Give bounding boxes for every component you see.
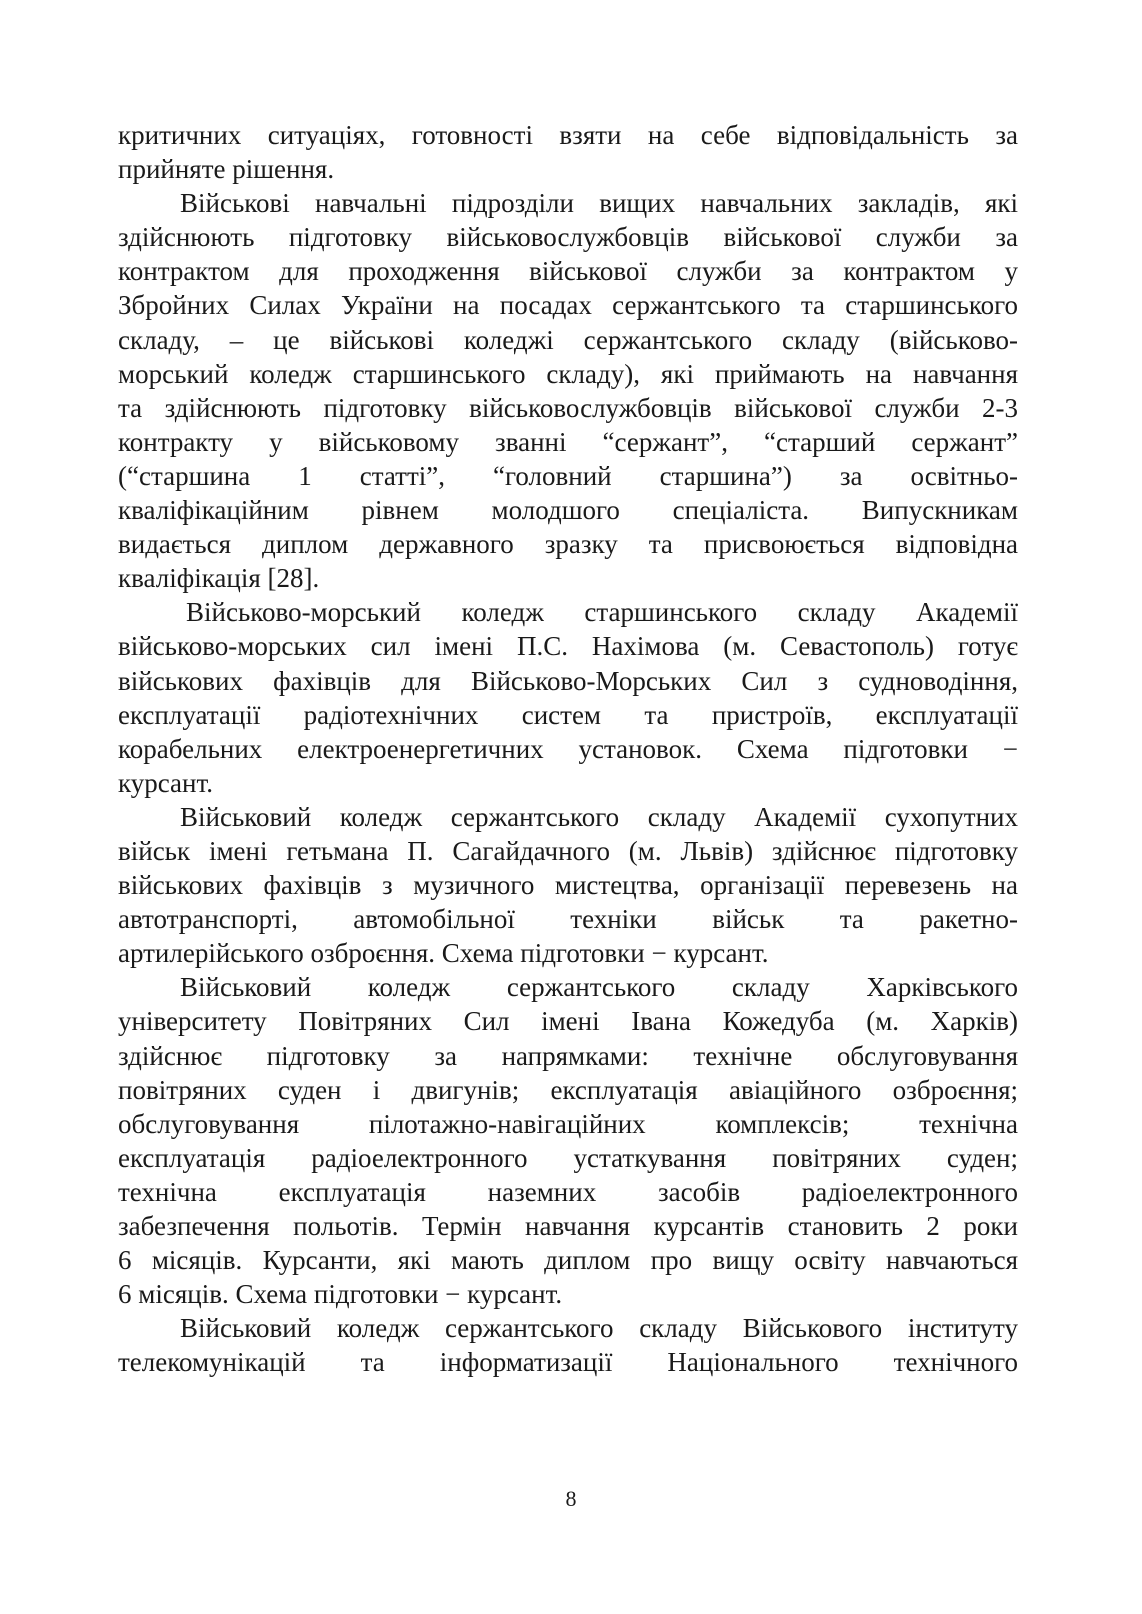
paragraph-start-line: Військові навчальні підрозділи вищих навчальних закладів, які [180,188,1018,219]
text-line: військових фахівців з музичного мистецтва, організації перевезень на [118,870,1018,901]
text-line: повітряних суден і двигунів; експлуатація авіаційного озброєння; [118,1074,1018,1105]
text-line: здійснює підготовку за напрямками: технічне обслуговування [118,1040,1018,1071]
paragraph-start-line: Військовий коледж сержантського складу Академії сухопутних [180,801,1018,832]
text-line: та здійснюють підготовку військовослужбовців військової служби 2-3 [118,392,1018,423]
text-line: курсант. [118,767,214,798]
body-text [118,118,1018,1379]
text-line: технічна експлуатація наземних засобів радіоелектронного [118,1176,1018,1207]
paragraph-start-line: Військово-морський коледж старшинського складу Академії [186,597,1018,628]
text-line: військ імені гетьмана П. Сагайдачного (м. Львів) здійснює підготовку [118,835,1018,866]
text-line: критичних ситуаціях, готовності взяти на себе відповідальність за [118,120,1018,150]
text-line: артилерійського озброєння. Схема підготовки − курсант. [118,938,769,969]
text-line: автотранспорті, автомобільної техніки військ та ракетно- [118,904,1018,935]
paragraph-start-line: Військовий коледж сержантського складу Військового інституту [180,1313,1018,1344]
text-line: (“старшина 1 статті”, “головний старшина”) за освітньо- [118,460,1018,491]
text-line: контрактом для проходження військової служби за контрактом у [118,256,1018,287]
text-line: контракту у військовому званні “сержант”, “старший сержант” [118,426,1018,457]
text-line: видається диплом державного зразку та присвоюється відповідна [118,529,1018,560]
page-number: 8 [565,1486,577,1511]
text-line: військово-морських сил імені П.С. Нахімова (м. Севастополь) готує [118,631,1018,662]
text-line: здійснюють підготовку військовослужбовців військової служби за [118,222,1018,253]
text-line: прийняте рішення. [118,154,335,185]
text-line: 6 місяців. Схема підготовки − курсант. [118,1279,563,1310]
text-line: телекомунікацій та інформатизації Національного технічного [118,1347,1018,1378]
text-line: університету Повітряних Сил імені Івана Кожедуба (м. Харків) [118,1006,1018,1037]
text-line: кваліфікаційним рівнем молодшого спеціаліста. Випускникам [118,495,1018,526]
text-line: корабельних електроенергетичних установок. Схема підготовки − [118,733,1018,764]
text-line: обслуговування пілотажно-навігаційних комплексів; технічна [118,1108,1018,1139]
text-line: експлуатації радіотехнічних систем та пристроїв, експлуатації [118,699,1018,730]
text-line: Збройних Силах України на посадах сержантського та старшинського [118,290,1018,321]
text-line: морський коледж старшинського складу), які приймають на навчання [118,358,1018,389]
text-line: кваліфікація [28]. [118,563,320,594]
text-line: забезпечення польотів. Термін навчання курсантів становить 2 роки [118,1211,1018,1241]
paragraph-start-line: Військовий коледж сержантського складу Харківського [180,972,1018,1003]
text-line: 6 місяців. Курсанти, які мають диплом про вищу освіту навчаються [118,1245,1018,1276]
text-line: складу, – це військові коледжі сержантського складу (військово- [118,324,1018,355]
text-line: експлуатація радіоелектронного устаткування повітряних суден; [118,1142,1018,1173]
text-line: військових фахівців для Військово-Морських Сил з судноводіння, [118,665,1018,696]
